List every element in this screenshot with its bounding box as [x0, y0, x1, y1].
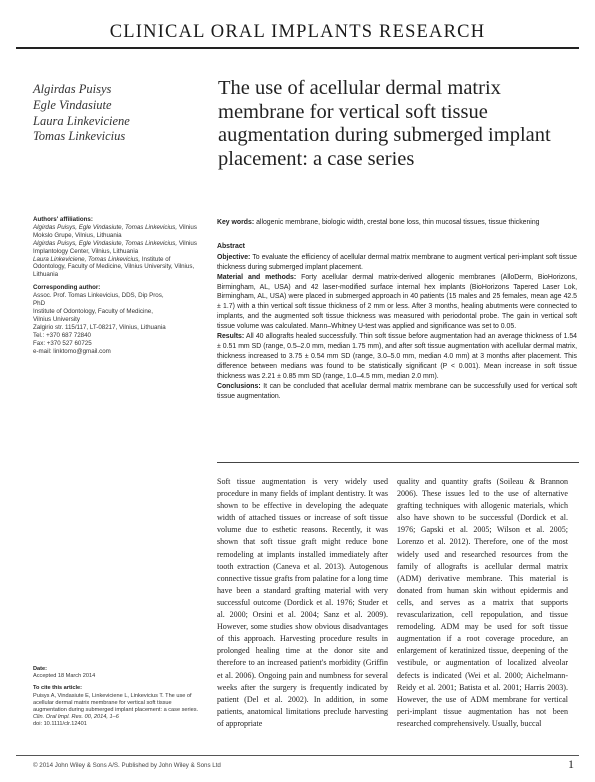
article-meta	[33, 666, 203, 729]
correspondence-line: Fax: +370 527 60725	[33, 339, 92, 347]
correspondence-heading: Corresponding author:	[33, 284, 101, 292]
citation-text: Puisys A, Vindasiute E, Linkeviciene L, Linkevicius T. The use of acellular dermal matrix membrane for vertical soft tissue augmentation during submerged implant placement: a case series.	[33, 692, 199, 714]
author-name: Algirdas Puisys	[33, 82, 112, 96]
conclusions-label: Conclusions:	[217, 382, 261, 390]
correspondence-line: Assoc. Prof. Tomas Linkevicius, DDS, Dip Pros,	[33, 292, 164, 300]
methods-text: Forty acellular dermal matrix-derived allogenic membranes (AlloDerm, BioHorizons, Birmingham, AL, USA) and 42 laser-modified surface internal hex implants (BioHorizons Tapered Laser Lok, Birmingham, AL, USA) were placed in submerged approach in 40 patients (15 males and 25 females, mean age 42.5 ± 1.7) with a thin vertical soft tissue thickness of 2 mm or less. After 3 months, healing abutments were connected to implants, and the augmented soft tissue thickness was measured with periodontal probe. The gain in vertical soft tissue volume was calculated. Mann–Whitney U-test was applied and significance was set to 0.05.	[217, 273, 577, 331]
affiliation-names: Laura Linkeviciene, Tomas Linkevicius,	[33, 255, 141, 263]
body-column-left: Soft tissue augmentation is very widely used procedure in many fields of implant dentistry. It was shown to be effective in developing the adequate width of attached tissues or increase of soft tissue volume due to esthetic reasons. Recently, it was shown that soft tissue graft might reduce bone remodeling at implants installed immediately after tooth extraction (Caneva et al. 2013). Autogenous connective tissue grafts from palatine for a long time have been a standard grafting material with very successful outcome (Dordick et al. 1976; Studer et al. 2000; Orsini et al. 2004; Sanz et al. 2009). However, some studies show obvious disadvantages of this approach. Harvesting procedure results in prolonged healing time at the donor site and therefore to an increased patient's morbidity (Griffin et al. 2006). Ongoing pain and numbness for several weeks after the surgery is frequently indicated by patient (Del et al. 2002). In addition, in some patients, anatomical limitations preclude harvesting of appropriate	[217, 477, 388, 728]
affiliations	[33, 216, 203, 279]
journal-header	[0, 22, 595, 43]
keywords-text: allogenic membrane, biologic width, crestal bone loss, thin mucosal tissues, tissue thickening	[256, 219, 540, 226]
sidebar-info	[33, 216, 203, 360]
abstract-section	[217, 218, 577, 401]
methods-label: Material and methods:	[217, 273, 297, 281]
accepted-date: Accepted 18 March 2014	[33, 673, 96, 680]
abstract-divider	[217, 462, 579, 463]
author-list	[33, 82, 130, 145]
keywords	[217, 218, 577, 228]
author-name: Tomas Linkevicius	[33, 129, 126, 144]
header-rule	[16, 47, 579, 49]
abstract-methods	[217, 273, 577, 332]
correspondence-line: Zalgirio str. 115/117, LT-08217, Vilnius, Lithuania	[33, 323, 166, 331]
correspondence-line: Institute of Odontology, Faculty of Medicine,	[33, 307, 153, 315]
abstract-conclusions	[217, 382, 577, 402]
results-label: Results:	[217, 333, 245, 341]
affiliations-heading: Authors' affiliations:	[33, 216, 93, 223]
affiliation-names: Algirdas Puisys, Egle Vindasiute, Tomas Linkevicius,	[33, 223, 178, 231]
copyright-notice: © 2014 John Wiley & Sons A/S. Published by John Wiley & Sons Ltd	[33, 762, 221, 769]
page-number: 1	[568, 757, 574, 771]
affiliation-place: Institute of Odontology, Faculty of Medicine, Vilnius University, Vilnius, Lithuania	[33, 255, 195, 279]
citation-doi[interactable]: doi: 10.1111/clr.12401	[33, 721, 87, 728]
footer-rule	[16, 755, 579, 756]
abstract-heading: Abstract	[217, 242, 245, 250]
correspondence-line: Vilnius University	[33, 315, 80, 323]
results-text: All 40 allografts healed successfully. Thin soft tissue before augmentation had an average thickness of 1.54 ± 0.51 mm SD (range, 0.5–2.0 mm, median 1.75 mm), and after soft tissue augmentation with acellular dermal matrix, thickness increased to 3.75 ± 0.54 mm SD (range, 3.0–5.0 mm, median 4.0 mm) at 3 months after placement. This difference between medians was found to be statistically significant (P < 0.001). Mean increase in soft tissue thickness was 2.21 ± 0.85 mm SD (range, 1.0–4.5 mm, median 2.0 mm).	[217, 333, 577, 380]
keywords-label: Key words:	[217, 219, 255, 226]
affiliation-place: Vilnius Implantology Center, Vilnius, Lithuania	[33, 239, 197, 255]
objective-text: To evaluate the efficiency of acellular dermal matrix membrane to augment vertical peri-implant soft tissue thickness during submerged implant placement.	[217, 253, 577, 271]
date-heading: Date:	[33, 666, 47, 672]
author-name: Egle Vindasiute	[33, 97, 112, 112]
body-column-right: quality and quantity grafts (Soileau & Brannon 2006). These issues led to the use of alternative grafting techniques with allogenic materials, which also have shown to be successful (Dordick et al. 1976; Gapski et al. 2005; Wilson et al. 2005; Lorenzo et al. 2012). Therefore, one of the most widely used and researched resources from the family of allografts is acellular dermal matrix (ADM) derivative membrane. This material is donated from human skin without epidermis and cells, and serves as a matrix that supports revascularization, cell repopulation, and tissue remodeling. ADM may be used for soft tissue augmentation if a root coverage procedure, an enlargement of keratinized tissue, deepening of the vestibule, or augmentation of localized alveolar defects is indicated (Wei et al. 2000; Aichelmann-Reidy et al. 2001; Batista et al. 2001; Harris 2003). However, the use of ADM membrane for vertical peri-implant tissue augmentation has not been researched comprehensively. Usually, buccal	[397, 477, 568, 728]
correspondence	[33, 284, 203, 355]
objective-label: Objective:	[217, 253, 251, 261]
abstract-results	[217, 332, 577, 382]
correspondence-line: PhD	[33, 300, 46, 308]
citation	[33, 685, 203, 728]
citation-journal: Clin. Oral Impl. Res. 00, 2014, 1–6	[33, 714, 119, 721]
affiliation-place: Vilnius Mokslo Grupe, Vilnius, Lithuania	[33, 223, 197, 239]
citation-heading: To cite this article:	[33, 685, 83, 692]
affiliation-names: Algirdas Puisys, Egle Vindasiute, Tomas Linkevicius,	[33, 239, 178, 247]
journal-title: CLINICAL ORAL IMPLANTS RESEARCH	[109, 22, 486, 42]
correspondence-email[interactable]: e-mail: linktomo@gmail.com	[33, 347, 111, 355]
abstract-objective	[217, 253, 577, 273]
conclusions-text: It can be concluded that acellular dermal matrix membrane can be successfully used for vertical soft tissue augmentation.	[217, 382, 577, 400]
author-name: Laura Linkeviciene	[33, 113, 130, 128]
article-title: The use of acellular dermal matrix membrane for vertical soft tissue augmentation during submerged implant placement: a case series	[218, 77, 551, 170]
correspondence-line: Tel.: +370 687 72840	[33, 331, 91, 339]
